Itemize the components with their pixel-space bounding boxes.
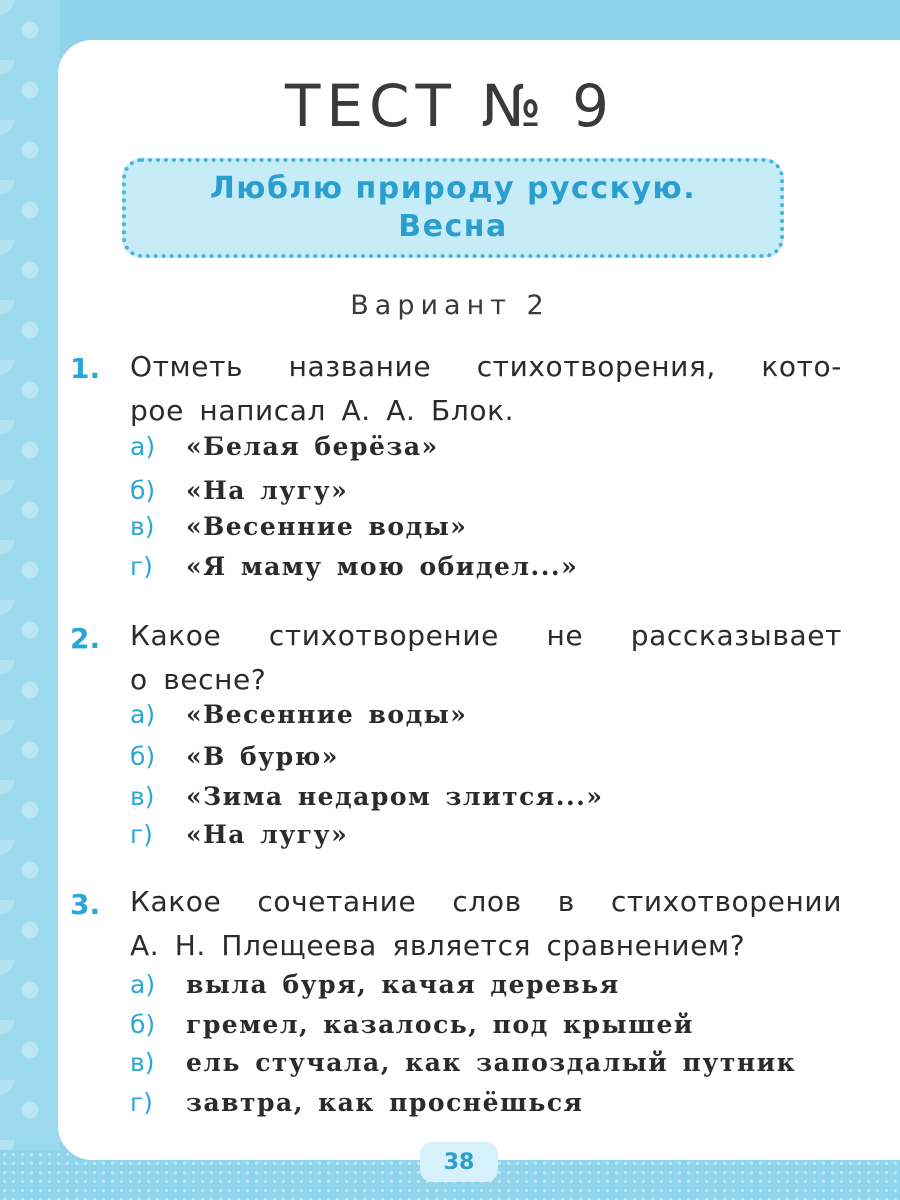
option-letter: б) — [130, 742, 156, 771]
question-number: 3. — [70, 888, 101, 921]
option-letter: г) — [130, 820, 153, 849]
option-letter: в) — [130, 512, 155, 541]
answer-option[interactable] — [130, 1048, 796, 1088]
answer-option[interactable] — [130, 512, 467, 552]
option-text: выла буря, качая деревья — [186, 970, 620, 999]
option-text: «Весенние воды» — [186, 512, 468, 541]
option-text: «Белая берёза» — [186, 432, 439, 461]
option-letter: а) — [130, 700, 156, 729]
answer-option[interactable] — [130, 742, 339, 782]
answer-option[interactable] — [130, 820, 348, 860]
option-letter: б) — [130, 1010, 156, 1039]
answer-option[interactable] — [130, 476, 348, 516]
topic-banner — [122, 158, 784, 258]
option-text: «На лугу» — [186, 820, 349, 849]
option-text: «В бурю» — [186, 742, 339, 771]
option-text: «Зима недаром злится...» — [186, 782, 604, 811]
answer-option[interactable] — [130, 700, 467, 740]
question-line: А. Н. Плещеева является сравнением? — [130, 929, 746, 962]
variant-label: Вариант 2 — [350, 290, 550, 321]
answer-option[interactable] — [130, 552, 578, 592]
option-text: ель стучала, как запоздалый путник — [186, 1048, 797, 1077]
question-line: Отметь название стихотворения, кото- — [130, 350, 842, 383]
option-text: гремел, казалось, под крышей — [186, 1010, 694, 1039]
page-title: ТЕСТ № 9 — [284, 72, 616, 140]
question-number: 1. — [70, 352, 101, 385]
option-text: «На лугу» — [186, 476, 349, 505]
question-line: Какое сочетание слов в стихотворении — [130, 885, 842, 918]
option-letter: в) — [130, 1048, 155, 1077]
question-line: Какое стихотворение не рассказывает — [130, 619, 842, 652]
option-text: «Весенние воды» — [186, 700, 468, 729]
question-number: 2. — [70, 622, 101, 655]
option-letter: а) — [130, 970, 156, 999]
answer-option[interactable] — [130, 970, 620, 1010]
option-letter: г) — [130, 552, 153, 581]
answer-option[interactable] — [130, 1010, 694, 1050]
option-letter: а) — [130, 432, 156, 461]
option-text: «Я маму мою обидел...» — [186, 552, 579, 581]
answer-option[interactable] — [130, 782, 604, 822]
question-line: о весне? — [130, 663, 267, 696]
option-letter: г) — [130, 1088, 153, 1117]
option-text: завтра, как проснёшься — [186, 1088, 584, 1117]
option-letter: б) — [130, 476, 156, 505]
decorative-lace-border — [0, 0, 60, 1200]
topic-title: Люблю природу русскую. Весна — [209, 171, 697, 244]
question-line: рое написал А. А. Блок. — [130, 394, 515, 427]
option-letter: в) — [130, 782, 155, 811]
question-text — [130, 614, 842, 702]
answer-option[interactable] — [130, 432, 439, 472]
page-number: 38 — [420, 1142, 498, 1182]
question-text — [130, 345, 842, 433]
answer-option[interactable] — [130, 1088, 584, 1128]
question-text — [130, 880, 842, 968]
